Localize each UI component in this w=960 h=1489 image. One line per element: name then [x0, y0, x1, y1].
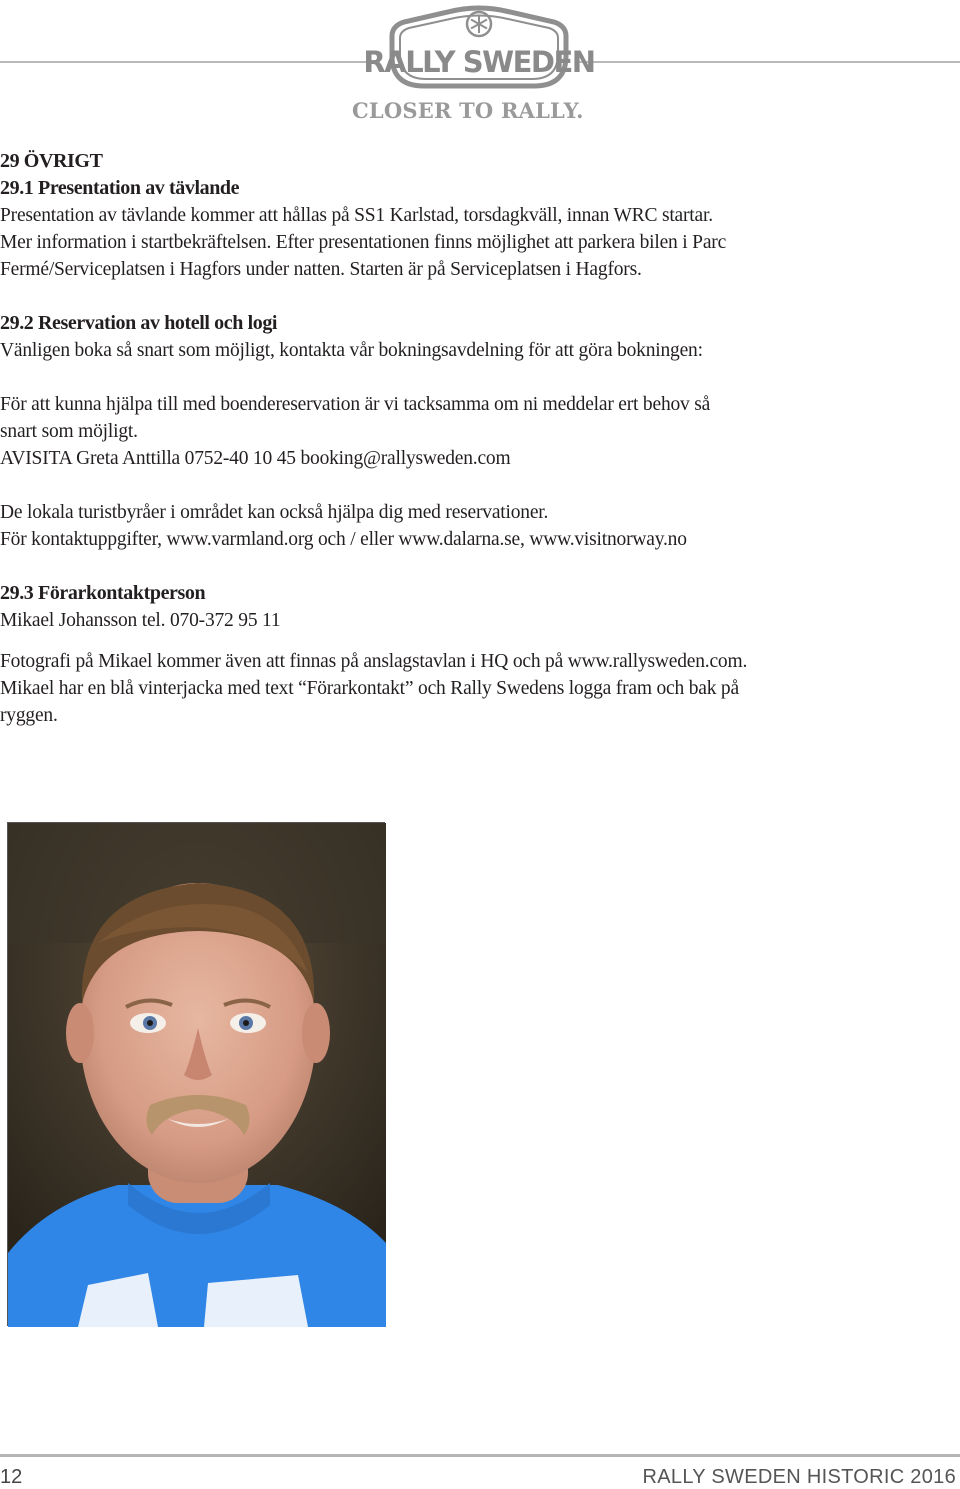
tourist-links: För kontaktuppgifter, www.varmland.org och / eller www.dalarna.se, www.visitnorway.no	[0, 529, 687, 550]
paragraph-line: ryggen.	[0, 705, 58, 726]
section-29-1-title: 29.1 Presentation av tävlande	[0, 177, 240, 199]
paragraph-line: Fermé/Serviceplatsen i Hagfors under natten. Starten är på Serviceplatsen i Hagfors.	[0, 259, 642, 280]
footer-rule	[0, 1454, 960, 1457]
section-29-2-title: 29.2 Reservation av hotell och logi	[0, 312, 278, 334]
svg-text:RALLY SWEDEN: RALLY SWEDEN	[363, 45, 595, 79]
contact-person-photo	[7, 822, 385, 1326]
paragraph-line: De lokala turistbyråer i området kan också hjälpa dig med reservationer.	[0, 502, 549, 523]
section-29-title: 29 ÖVRIGT	[0, 150, 103, 172]
driver-contact: Mikael Johansson tel. 070-372 95 11	[0, 610, 281, 631]
tagline: CLOSER TO RALLY.	[352, 98, 584, 123]
paragraph-line: snart som möjligt.	[0, 421, 138, 442]
section-29-3-title: 29.3 Förarkontaktperson	[0, 582, 206, 604]
page-number: 12	[0, 1466, 23, 1488]
paragraph-line: Mer information i startbekräftelsen. Efter presentationen finns möjlighet att parkera bilen i Parc	[0, 232, 727, 253]
header-rule-right	[578, 61, 960, 63]
header-rule-left	[0, 61, 380, 63]
document-body	[0, 148, 960, 729]
paragraph-line: Vänligen boka så snart som möjligt, kontakta vår bokningsavdelning för att göra bokningen:	[0, 340, 703, 361]
paragraph-line: Fotografi på Mikael kommer även att finnas på anslagstavlan i HQ och på www.rallysweden.com.	[0, 651, 748, 672]
paragraph-line: Presentation av tävlande kommer att hållas på SS1 Karlstad, torsdagkväll, innan WRC startar.	[0, 205, 713, 226]
paragraph-line: För att kunna hjälpa till med boendereservation är vi tacksamma om ni meddelar ert behov så	[0, 394, 711, 415]
rally-sweden-logo	[363, 2, 595, 90]
paragraph-line: Mikael har en blå vinterjacka med text “Förarkontakt” och Rally Swedens logga fram och bak på	[0, 678, 739, 699]
footer-title: RALLY SWEDEN HISTORIC 2016	[642, 1466, 956, 1488]
booking-contact: AVISITA Greta Anttilla 0752-40 10 45 booking@rallysweden.com	[0, 448, 511, 469]
